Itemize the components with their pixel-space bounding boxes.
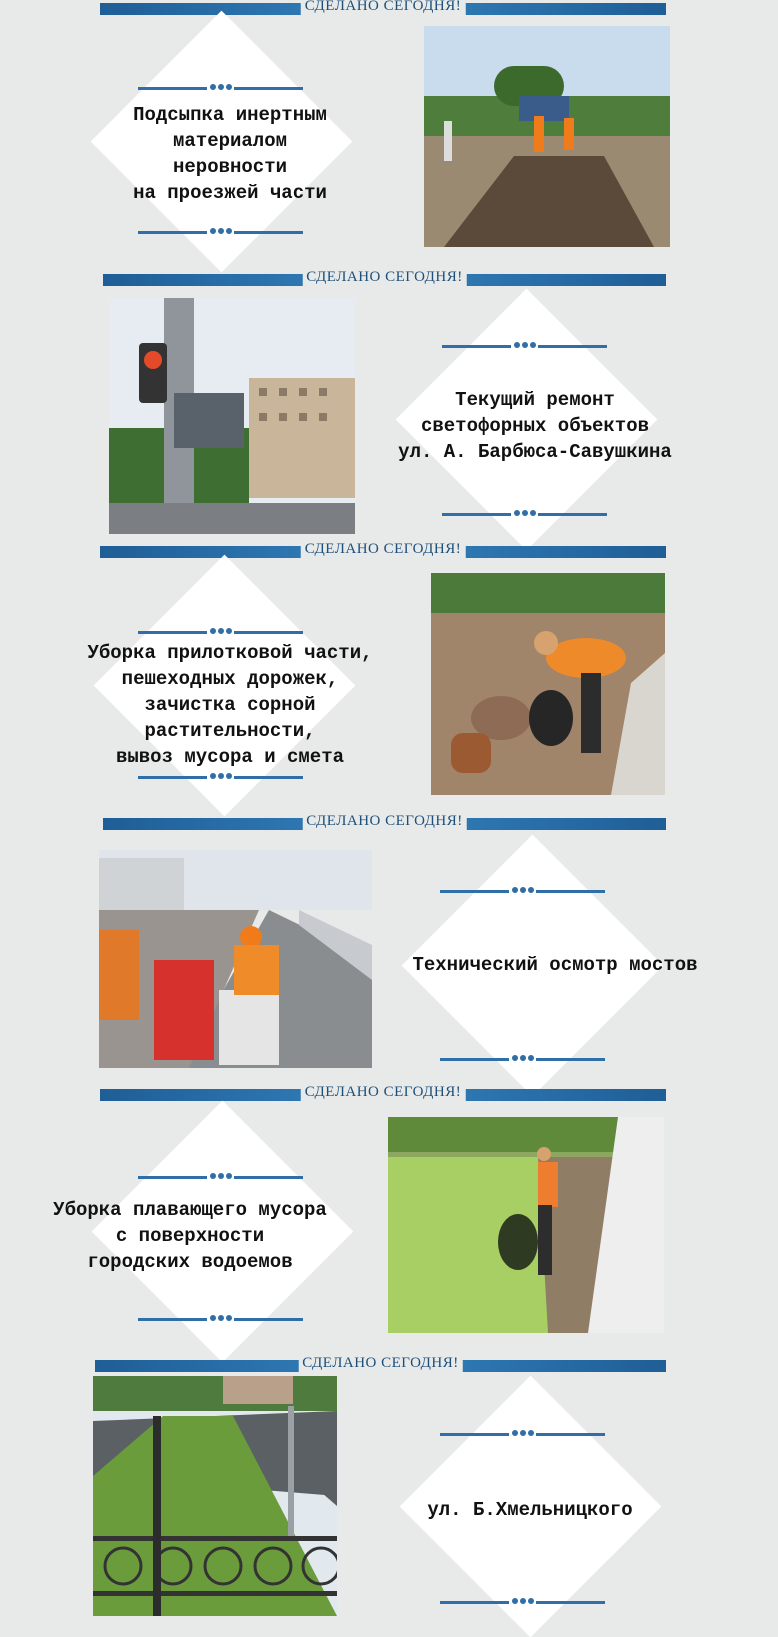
ornament-bottom-5 bbox=[138, 1314, 303, 1324]
banner-label: СДЕЛАНО СЕГОДНЯ! bbox=[302, 813, 467, 830]
ornament-bottom-3 bbox=[138, 772, 303, 782]
banner-label: СДЕЛАНО СЕГОДНЯ! bbox=[301, 0, 466, 15]
ornament-top-1 bbox=[138, 83, 303, 93]
section-caption-1: Подсыпка инертным материалом неровности на проезжей части bbox=[133, 104, 327, 204]
ornament-bottom-4 bbox=[440, 1054, 605, 1064]
traffic-light-photo bbox=[109, 298, 355, 534]
median-fence-photo bbox=[93, 1376, 337, 1616]
section-banner-5 bbox=[100, 1084, 666, 1101]
road-repair-photo bbox=[424, 26, 670, 247]
ornament-top-5 bbox=[138, 1172, 303, 1182]
section-banner-4 bbox=[103, 813, 666, 830]
ornament-top-2 bbox=[442, 341, 607, 351]
ornament-top-6 bbox=[440, 1429, 605, 1439]
ornament-bottom-1 bbox=[138, 227, 303, 237]
ornament-bottom-6 bbox=[440, 1597, 605, 1607]
section-caption-6: ул. Б.Хмельницкого bbox=[427, 1499, 633, 1521]
ornament-bottom-2 bbox=[442, 509, 607, 519]
pond-cleaning-photo bbox=[388, 1117, 664, 1333]
street-cleaning-photo bbox=[431, 573, 665, 795]
section-caption-5: Уборка плавающего мусора с поверхности городских водоемов bbox=[53, 1199, 327, 1273]
banner-label: СДЕЛАНО СЕГОДНЯ! bbox=[301, 541, 466, 558]
section-caption-4: Технический осмотр мостов bbox=[412, 954, 698, 976]
banner-label: СДЕЛАНО СЕГОДНЯ! bbox=[298, 1355, 463, 1372]
section-banner-2 bbox=[103, 269, 666, 286]
section-banner-6 bbox=[95, 1355, 666, 1372]
section-caption-3: Уборка прилотковой части, пешеходных дорожек, зачистка сорной растительности, вывоз мусора и смета bbox=[87, 642, 373, 768]
section-caption-2: Текущий ремонт светофорных объектов ул. А. Барбюса-Савушкина bbox=[398, 389, 672, 463]
banner-label: СДЕЛАНО СЕГОДНЯ! bbox=[302, 269, 467, 286]
section-banner-3 bbox=[100, 541, 666, 558]
bridge-inspection-photo bbox=[99, 850, 372, 1068]
ornament-top-3 bbox=[138, 627, 303, 637]
banner-label: СДЕЛАНО СЕГОДНЯ! bbox=[301, 1084, 466, 1101]
section-banner-1 bbox=[100, 0, 666, 15]
ornament-top-4 bbox=[440, 886, 605, 896]
